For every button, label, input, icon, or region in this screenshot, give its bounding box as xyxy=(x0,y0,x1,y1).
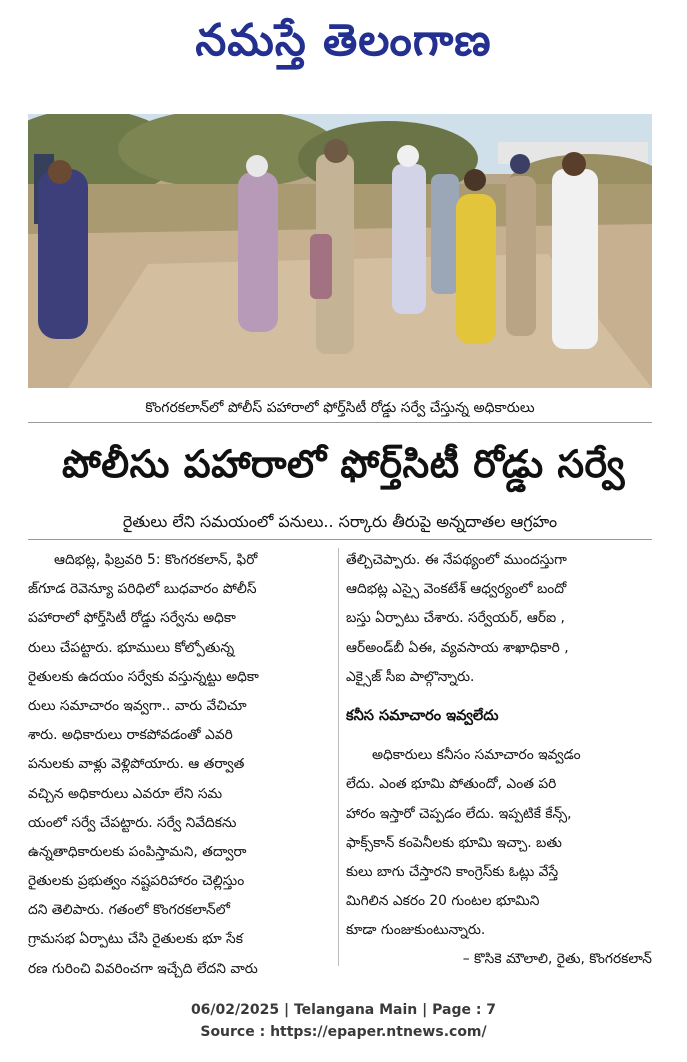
body-line: ఫాక్స్‌కాన్ కంపెనీలకు భూమి ఇచ్చా. బతు xyxy=(346,834,562,851)
article-subheadline: రైతులు లేని సమయంలో పనులు.. సర్కారు తీరుపై అన్నదాతల ఆగ్రహం xyxy=(28,504,652,540)
photo-illustration xyxy=(28,114,652,388)
body-line: తేల్చిచెప్పారు. ఈ నేపథ్యంలో ముందస్తుగా xyxy=(346,552,567,568)
body-line: మిగిలిన ఎకరం 20 గుంటల భూమిని xyxy=(346,893,540,910)
body-line: బస్తు ఏర్పాటు చేశారు. సర్వేయర్, ఆర్ఐ , xyxy=(346,610,565,627)
body-line: ఎక్సైజ్ సీఐ పాల్గొన్నారు. xyxy=(346,668,475,685)
quote-attribution: – కొసికె మౌలాలి, రైతు, కొంగరకలాన్ xyxy=(462,951,652,968)
footer-edition-info: 06/02/2025 | Telangana Main | Page : 7 xyxy=(190,1002,497,1018)
body-line: రులు సమాచారం ఇవ్వగా.. వారు వేచిచూ xyxy=(28,697,247,714)
body-line: కూడా గుంజుకుంటున్నారు. xyxy=(346,922,486,939)
photo-caption: కొంగరకలాన్‌లో పోలీస్ పహారాలో ఫోర్త్‌సిటీ రోడ్డు సర్వే చేస్తున్న అధికారులు xyxy=(28,393,652,423)
body-line: ఆర్అండ్‌బీ ఏఈ, వ్యవసాయ శాఖాధికారి , xyxy=(346,639,569,656)
article-body-left-column xyxy=(28,546,332,984)
body-line: కులు బాగు చేస్తారని కాంగ్రెస్‌కు ఓట్లు వేస్తే xyxy=(346,863,559,880)
newspaper-masthead: నమస్తే తెలంగాణ xyxy=(195,15,492,66)
body-line: శారు. అధికారులు రాకపోవడంతో ఎవరి xyxy=(28,727,233,744)
news-photo xyxy=(28,114,652,388)
body-line: దని తెలిపారు. గతంలో కొంగరకలాన్‌లో xyxy=(28,902,230,919)
body-line: రులు చేపట్టారు. భూములు కోల్పోతున్న xyxy=(28,639,235,656)
body-line: ఆదిభట్ల, ఫిబ్రవరి 5: కొంగరకలాన్, ఫిరో xyxy=(54,552,258,568)
body-line: పనులకు వాళ్లు వెళ్లిపోయారు. ఆ తర్వాత xyxy=(28,756,245,773)
article-body-right-column xyxy=(346,546,652,975)
spacer xyxy=(346,692,652,702)
column-divider xyxy=(338,548,339,966)
article-subheading: కనీస సమాచారం ఇవ్వలేదు xyxy=(346,707,499,724)
spacer xyxy=(346,731,652,741)
body-line: జ్‌గూడ రెవెన్యూ పరిధిలో బుధవారం పోలీస్ xyxy=(28,581,257,598)
body-line: పహారాలో ఫోర్త్‌సిటీ రోడ్డు సర్వేను అధికా xyxy=(28,610,236,627)
body-line: గ్రామసభ ఏర్పాటు చేసి రైతులకు భూ సేక xyxy=(28,931,243,948)
body-line: లేదు. ఎంత భూమి పోతుందో, ఎంత పరి xyxy=(346,776,557,793)
body-line: ఉన్నతాధికారులకు పంపిస్తామని, తద్వారా xyxy=(28,843,247,860)
article-headline: పోలీసు పహారాలో ఫోర్త్‌సిటీ రోడ్డు సర్వే xyxy=(62,442,625,486)
body-line: రైతులకు ప్రభుత్వం నష్టపరిహారం చెల్లిస్తుం xyxy=(28,873,245,890)
body-line: అధికారులు కనీసం సమాచారం ఇవ్వడం xyxy=(372,747,581,764)
body-line: రైతులకు ఉదయం సర్వేకు వస్తున్నట్టు అధికా xyxy=(28,668,259,685)
body-line: ఆదిభట్ల ఎస్సై వెంకటేశ్ ఆధ్వర్యంలో బందో xyxy=(346,581,567,598)
footer-source-link[interactable]: Source : https://epaper.ntnews.com/ xyxy=(200,1024,487,1040)
body-line: వచ్చిన అధికారులు ఎవరూ లేని సమ xyxy=(28,785,223,802)
body-line: యంలో సర్వే చేపట్టారు. సర్వే నివేదికను xyxy=(28,814,237,831)
body-line: హారం ఇస్తారో చెప్పడం లేదు. ఇప్పటికే కేన్స్, xyxy=(346,805,572,822)
body-line: రణ గురించి వివరించగా ఇచ్చేది లేదని వారు xyxy=(28,960,258,977)
